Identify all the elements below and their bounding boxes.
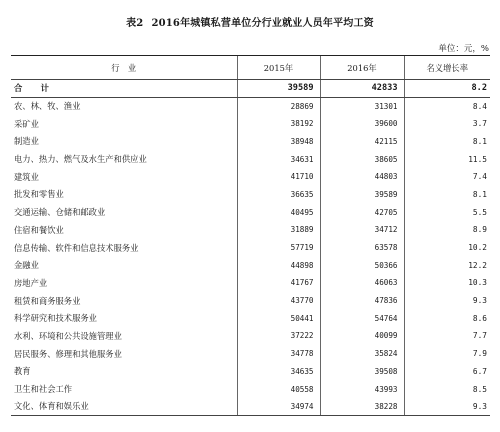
- table-row: [11, 380, 490, 398]
- value-2015-cell: 43770: [237, 292, 320, 310]
- value-2016-cell: 44803: [320, 168, 404, 186]
- growth-cell: 8.1: [404, 133, 490, 151]
- value-2015-cell: 34635: [237, 363, 320, 381]
- value-2016-cell: 39589: [320, 186, 404, 204]
- value-2016-cell: 35824: [320, 345, 404, 363]
- value-2015-cell: 44898: [237, 256, 320, 274]
- industry-cell: 交通运输、仓储和邮政业: [14, 207, 106, 218]
- value-2015-cell: 28869: [237, 97, 320, 115]
- growth-cell: 9.3: [404, 292, 490, 310]
- industry-cell: 居民服务、修理和其他服务业: [14, 348, 122, 359]
- value-2015-cell: 34778: [237, 345, 320, 363]
- table-row: [11, 97, 490, 115]
- industry-cell: 租赁和商务服务业: [14, 295, 81, 306]
- table-row: [11, 363, 490, 381]
- industry-cell: 采矿业: [14, 118, 39, 129]
- growth-cell: 8.5: [404, 380, 490, 398]
- value-2015-cell: 37222: [237, 327, 320, 345]
- total-row: [11, 80, 490, 98]
- value-2015-cell: 41710: [237, 168, 320, 186]
- value-2015-cell: 57719: [237, 239, 320, 257]
- growth-cell: 8.9: [404, 221, 490, 239]
- growth-cell: 8.1: [404, 186, 490, 204]
- value-2016-cell: 43993: [320, 380, 404, 398]
- value-2016-cell: 38605: [320, 150, 404, 168]
- table-row: [11, 221, 490, 239]
- total-label: 合 计: [11, 80, 237, 98]
- value-2015-cell: 34631: [237, 150, 320, 168]
- value-2016-cell: 46063: [320, 274, 404, 292]
- table-row: [11, 115, 490, 133]
- industry-cell: 农、林、牧、渔业: [14, 101, 81, 112]
- value-2016-cell: 42705: [320, 203, 404, 221]
- growth-cell: 11.5: [404, 150, 490, 168]
- growth-cell: 10.2: [404, 239, 490, 257]
- industry-cell: 住宿和餐饮业: [14, 224, 64, 235]
- growth-cell: 7.4: [404, 168, 490, 186]
- total-growth: 8.2: [404, 80, 490, 98]
- value-2016-cell: 39508: [320, 363, 404, 381]
- growth-cell: 10.3: [404, 274, 490, 292]
- table-header-row: [11, 56, 490, 80]
- growth-cell: 8.6: [404, 309, 490, 327]
- table-row: [11, 256, 490, 274]
- document-title: [0, 14, 500, 29]
- table-row: [11, 309, 490, 327]
- header-2016: 2016年: [320, 56, 404, 80]
- industry-cell: 制造业: [14, 136, 39, 147]
- table-number: 表2: [126, 18, 144, 29]
- industry-cell: 教育: [14, 366, 31, 377]
- unit-note: 单位：元，%: [438, 44, 489, 54]
- value-2015-cell: 50441: [237, 309, 320, 327]
- value-2016-cell: 54764: [320, 309, 404, 327]
- industry-cell: 批发和零售业: [14, 189, 64, 200]
- industry-cell: 电力、热力、燃气及水生产和供应业: [14, 154, 147, 165]
- industry-cell: 房地产业: [14, 277, 48, 288]
- value-2016-cell: 47836: [320, 292, 404, 310]
- table-row: [11, 292, 490, 310]
- industry-cell: 信息传输、软件和信息技术服务业: [14, 242, 139, 253]
- table-row: [11, 133, 490, 151]
- value-2016-cell: 40099: [320, 327, 404, 345]
- growth-cell: 5.5: [404, 203, 490, 221]
- table-row: [11, 345, 490, 363]
- table-row: [11, 150, 490, 168]
- value-2016-cell: 31301: [320, 97, 404, 115]
- table-row: [11, 398, 490, 416]
- value-2016-cell: 38228: [320, 398, 404, 416]
- value-2015-cell: 40558: [237, 380, 320, 398]
- value-2015-cell: 36635: [237, 186, 320, 204]
- table-title: 2016年城镇私营单位分行业就业人员年平均工资: [151, 18, 374, 29]
- value-2015-cell: 38948: [237, 133, 320, 151]
- value-2016-cell: 50366: [320, 256, 404, 274]
- value-2015-cell: 34974: [237, 398, 320, 416]
- industry-cell: 金融业: [14, 260, 39, 271]
- growth-cell: 12.2: [404, 256, 490, 274]
- growth-cell: 7.9: [404, 345, 490, 363]
- growth-cell: 6.7: [404, 363, 490, 381]
- value-2016-cell: 39600: [320, 115, 404, 133]
- total-2016: 42833: [320, 80, 404, 98]
- table-row: [11, 239, 490, 257]
- table-row: [11, 186, 490, 204]
- industry-cell: 水利、环境和公共设施管理业: [14, 330, 122, 341]
- value-2015-cell: 41767: [237, 274, 320, 292]
- header-growth: 名义增长率: [404, 56, 490, 80]
- table-row: [11, 168, 490, 186]
- table-row: [11, 203, 490, 221]
- header-2015: 2015年: [237, 56, 320, 80]
- industry-cell: 科学研究和技术服务业: [14, 313, 97, 324]
- growth-cell: 7.7: [404, 327, 490, 345]
- value-2016-cell: 63578: [320, 239, 404, 257]
- value-2016-cell: 42115: [320, 133, 404, 151]
- industry-cell: 文化、体育和娱乐业: [11, 398, 237, 416]
- value-2015-cell: 31889: [237, 221, 320, 239]
- table-row: [11, 274, 490, 292]
- value-2015-cell: 40495: [237, 203, 320, 221]
- value-2015-cell: 38192: [237, 115, 320, 133]
- header-industry: 行 业: [11, 56, 237, 80]
- growth-cell: 9.3: [404, 398, 490, 416]
- value-2016-cell: 34712: [320, 221, 404, 239]
- growth-cell: 3.7: [404, 115, 490, 133]
- total-2015: 39589: [237, 80, 320, 98]
- table-row: [11, 327, 490, 345]
- industry-cell: 卫生和社会工作: [14, 384, 73, 395]
- growth-cell: 8.4: [404, 97, 490, 115]
- wage-table: [11, 55, 490, 416]
- industry-cell: 建筑业: [14, 171, 39, 182]
